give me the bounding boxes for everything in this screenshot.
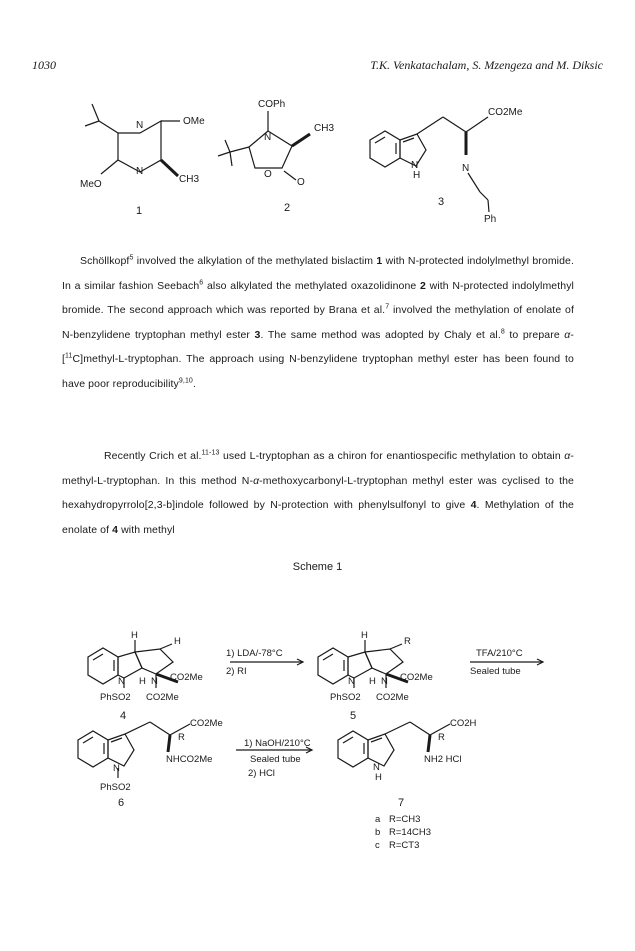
s2-n: N xyxy=(264,132,272,143)
s5-n2: N xyxy=(381,676,388,687)
scheme-labels xyxy=(100,630,523,851)
structure-5 xyxy=(318,640,408,688)
s4-co2me: CO2Me xyxy=(170,672,203,683)
greek-alpha: α xyxy=(564,328,571,341)
structure-4 xyxy=(88,640,178,688)
s6-n: N xyxy=(113,763,120,774)
s3-co2me: CO2Me xyxy=(488,107,523,118)
variant-a-group: R=CH3 xyxy=(389,814,421,825)
text-run: involved the methylation of enolate of N-benzylidene tryptophan methyl ester xyxy=(62,304,575,341)
text-run: -methoxycarbonyl-L-tryptophan methyl ester was cyclised to the hexahydropyrrolo[2,3-b]indole followed by N-protection with phenylsulfonyl to give xyxy=(62,474,574,511)
s7-nh2hcl: NH2 HCl xyxy=(424,754,462,765)
s2-ch3: CH3 xyxy=(314,123,335,134)
ref-superscript: 5 xyxy=(129,254,134,262)
structure-6 xyxy=(78,722,190,778)
variant-b-group: R=14CH3 xyxy=(389,827,431,838)
variant-c-letter: c xyxy=(375,840,380,851)
compound-number: 1 xyxy=(376,255,383,267)
text-run: with N-protected indolylmethyl bromide. The second approach which was reported by Brana et al. xyxy=(62,279,574,316)
s1-ome: OMe xyxy=(183,116,205,127)
text-run: Recently Crich et al. xyxy=(104,450,202,462)
s3-n-indole: N xyxy=(411,160,419,171)
s4-h1: H xyxy=(139,676,146,687)
s5-h1: H xyxy=(369,676,376,687)
structure-number-4: 4 xyxy=(120,710,127,722)
s7-n: N xyxy=(373,762,380,773)
text-run: . xyxy=(192,377,196,390)
ref-superscript: 11-13 xyxy=(201,449,220,457)
s3-h: H xyxy=(413,170,421,181)
structure-number-7: 7 xyxy=(398,797,405,809)
compound-number: 2 xyxy=(420,279,426,292)
s5-n1: N xyxy=(348,676,355,687)
arrow3-line3: 2) HCl xyxy=(248,768,275,779)
text-run: -[ xyxy=(62,328,574,365)
running-header-authors: T.K. Venkatachalam, S. Mzengeza and M. Diksic xyxy=(370,58,603,72)
s5-phso2: PhSO2 xyxy=(330,692,361,703)
s6-co2me: CO2Me xyxy=(190,718,223,729)
s1-n1: N xyxy=(136,120,144,131)
ref-superscript: 8 xyxy=(500,328,505,335)
s3-ph: Ph xyxy=(484,214,497,225)
paragraph-2 xyxy=(62,444,574,542)
text-run: with methyl xyxy=(118,523,175,536)
arrow2-line1: TFA/210°C xyxy=(476,648,523,659)
arrow3-line1: 1) NaOH/210°C xyxy=(244,738,311,749)
arrow1-line1: 1) LDA/-78°C xyxy=(226,648,283,659)
structure-number-2: 2 xyxy=(284,202,291,214)
variant-b-letter: b xyxy=(375,827,381,838)
scheme-title: Scheme 1 xyxy=(292,561,343,573)
variant-a-letter: a xyxy=(375,814,381,825)
scheme-1 xyxy=(0,600,635,940)
text-run: involved the alkylation of the methylated bislactim xyxy=(133,255,377,267)
s7-co2h: CO2H xyxy=(450,718,477,729)
compound-number: 4 xyxy=(112,523,119,536)
arrow2-line2: Sealed tube xyxy=(470,666,521,677)
text-run: . The same method was adopted by Chaly et al. xyxy=(260,328,501,341)
arrow3-line2: Sealed tube xyxy=(250,754,301,765)
structure-number-3: 3 xyxy=(438,196,445,208)
s5-r: R xyxy=(404,636,411,647)
s3-n-imine: N xyxy=(462,163,470,174)
top-structure-labels xyxy=(80,99,523,225)
text-run: Schöllkopf xyxy=(80,255,130,267)
text-run: also alkylated the methylated oxazolidinone xyxy=(203,279,421,292)
text-run: used L-tryptophan as a chiron for enantiospecific methylation to obtain xyxy=(219,450,565,462)
s5-co2me2: CO2Me xyxy=(376,692,409,703)
s2-coph: COPh xyxy=(258,99,286,110)
structure-3 xyxy=(370,117,489,212)
text-run: with N-protected indolylmethyl bromide. In a similar fashion Seebach xyxy=(62,255,574,292)
paragraph-1 xyxy=(62,249,574,396)
compound-number: 3 xyxy=(254,328,261,341)
s5-co2me: CO2Me xyxy=(400,672,433,683)
ref-superscript: 7 xyxy=(385,303,390,311)
text-run: -methyl-L-tryptophan. In this method N- xyxy=(62,450,574,487)
page-number: 1030 xyxy=(32,58,56,72)
greek-alpha: α xyxy=(253,474,260,487)
top-structures xyxy=(0,0,635,240)
text-run: C]methyl-L-tryptophan. The approach using N-benzylidene tryptophan methyl ester has been found to have poor reproducibility xyxy=(62,353,574,390)
compound-number: 4 xyxy=(470,499,477,511)
structure-number-6: 6 xyxy=(118,797,125,809)
s5-h: H xyxy=(361,630,368,641)
s4-phso2: PhSO2 xyxy=(100,692,131,703)
s6-phso2: PhSO2 xyxy=(100,782,131,793)
s1-ch3: CH3 xyxy=(179,174,200,185)
ref-superscript: 9,10 xyxy=(178,377,193,384)
s2-exo-o: O xyxy=(297,177,305,188)
s6-nhco2me: NHCO2Me xyxy=(166,754,213,765)
s6-r: R xyxy=(178,732,185,743)
ref-superscript: 6 xyxy=(199,279,204,286)
structure-number-1: 1 xyxy=(136,205,143,217)
s1-n2: N xyxy=(136,166,144,177)
variant-c-group: R=CT3 xyxy=(389,840,420,851)
s7-h: H xyxy=(375,772,382,783)
s4-h2: H xyxy=(174,636,181,647)
structure-1 xyxy=(85,104,180,176)
s1-meo: MeO xyxy=(80,179,102,190)
s7-r: R xyxy=(438,732,445,743)
text-run: to prepare xyxy=(504,328,565,341)
isotope-superscript: 11 xyxy=(65,352,73,360)
s4-h: H xyxy=(131,630,138,641)
text-run: . Methylation of the enolate of xyxy=(62,499,574,536)
greek-alpha: α xyxy=(564,450,571,462)
s2-ring-o: O xyxy=(264,169,272,180)
s4-n2: N xyxy=(151,676,158,687)
arrow1-line2: 2) RI xyxy=(226,666,247,677)
structure-number-5: 5 xyxy=(350,710,357,722)
s4-co2me2: CO2Me xyxy=(146,692,179,703)
s4-n1: N xyxy=(118,676,125,687)
